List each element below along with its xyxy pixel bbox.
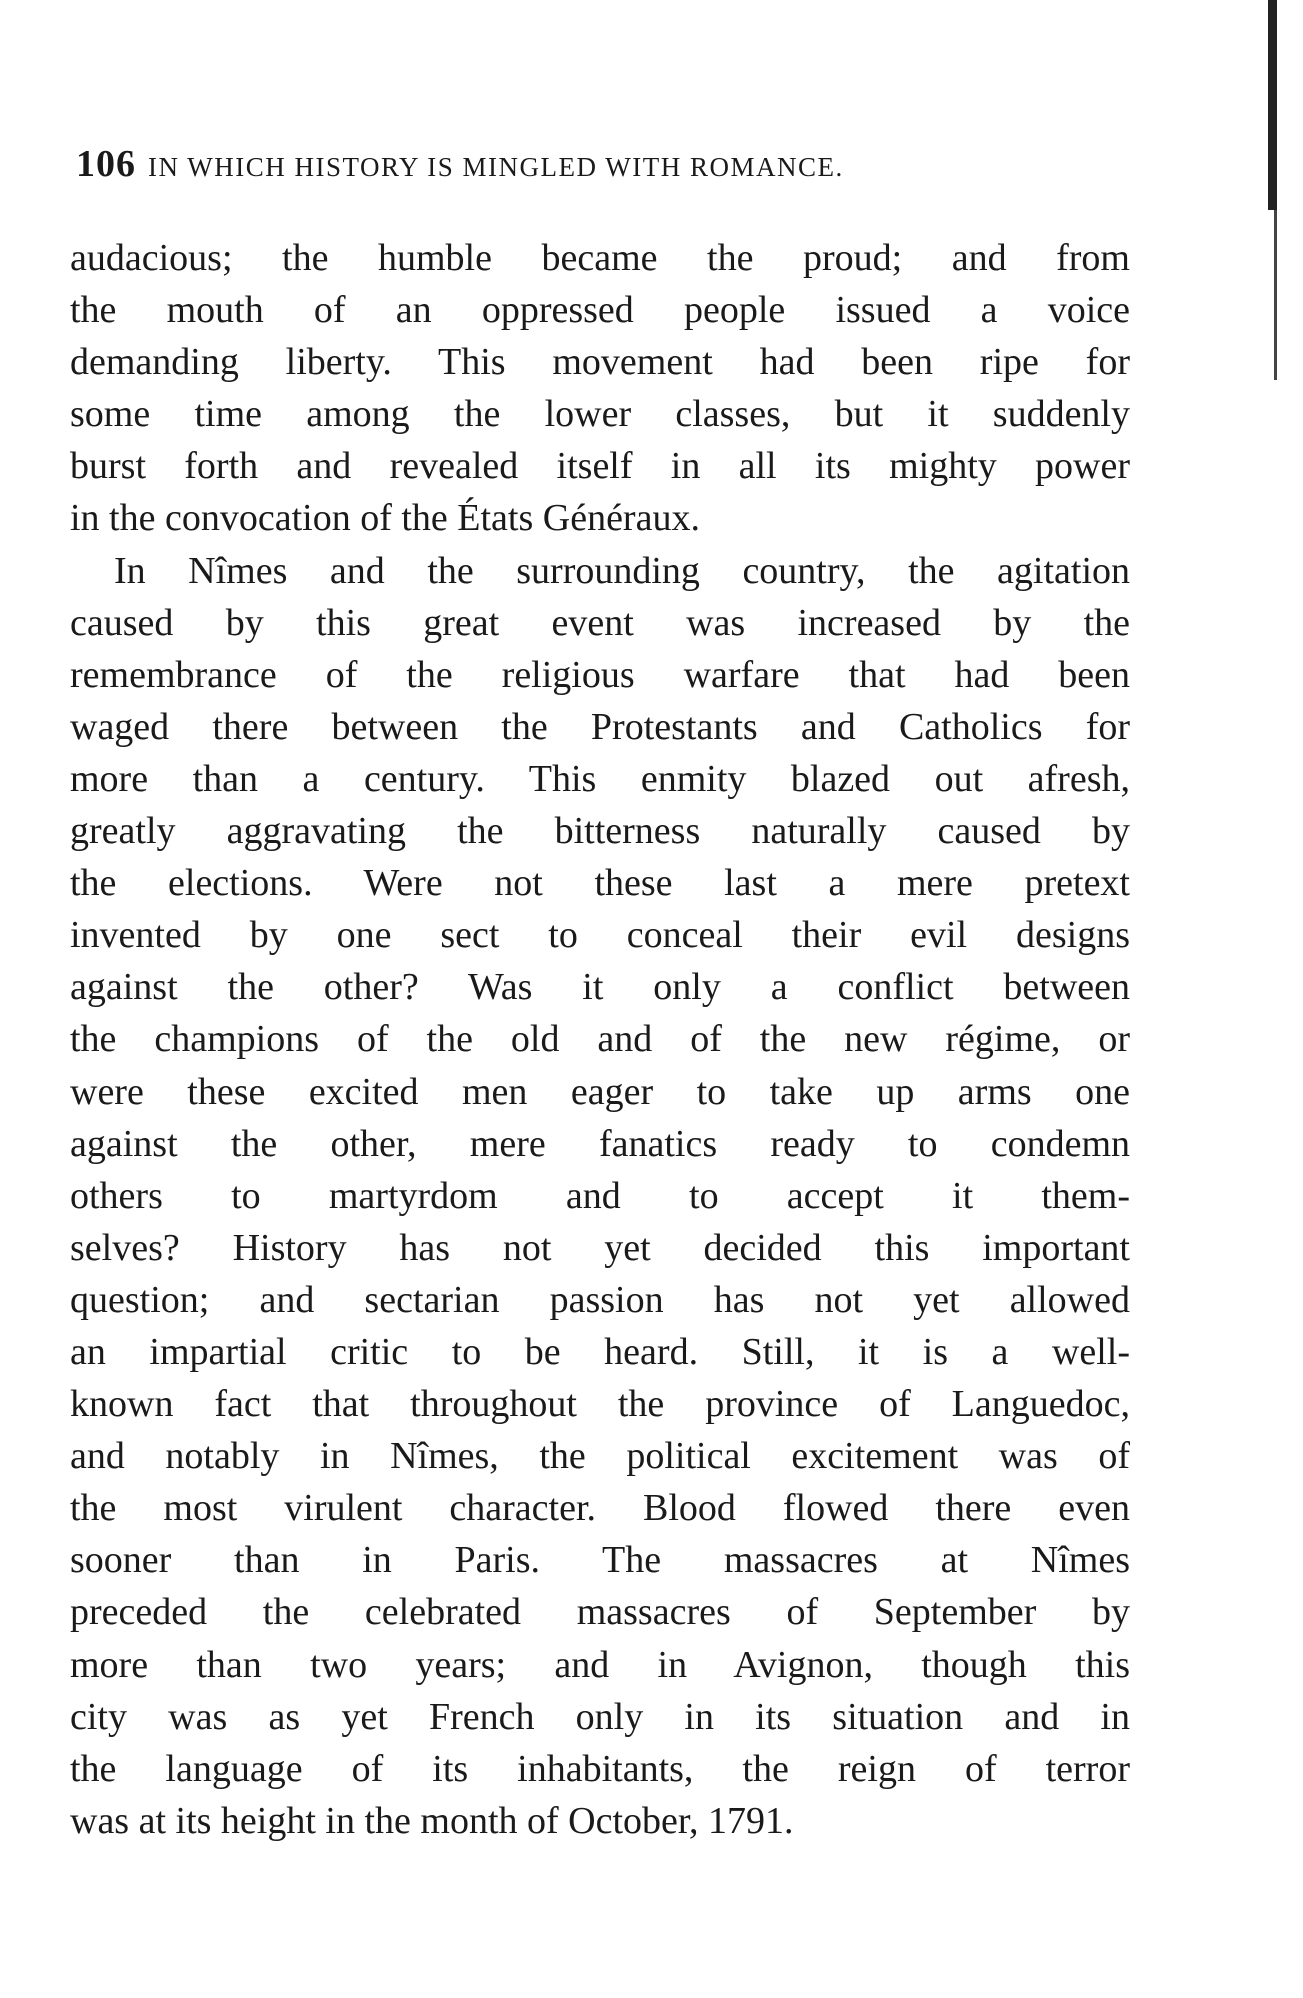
text-line: remembrance of the religious warfare that had been: [70, 653, 1130, 696]
text-line: preceded the celebrated massacres of September by: [70, 1591, 1130, 1634]
text-line: others to martyrdom and to accept it them-: [70, 1174, 1130, 1217]
text-line: in the convocation of the États Généraux.: [70, 497, 700, 540]
scan-edge-artifact: [1274, 210, 1277, 380]
text-line: the most virulent character. Blood flowed there even: [70, 1487, 1130, 1530]
text-line: question; and sectarian passion has not yet allowed: [70, 1278, 1130, 1321]
text-line: more than a century. This enmity blazed out afresh,: [70, 757, 1130, 800]
running-header: [76, 142, 1056, 186]
text-line: greatly aggravating the bitterness naturally caused by: [70, 810, 1130, 853]
text-line: an impartial critic to be heard. Still, it is a well-: [70, 1330, 1130, 1373]
text-line: city was as yet French only in its situation and in: [70, 1695, 1130, 1738]
text-line: the champions of the old and of the new régime, or: [70, 1018, 1130, 1061]
page-body-text: [70, 232, 1130, 1847]
text-line: selves? History has not yet decided this important: [70, 1226, 1130, 1269]
text-line: known fact that throughout the province of Languedoc,: [70, 1383, 1130, 1426]
text-line: more than two years; and in Avignon, though this: [70, 1643, 1130, 1686]
text-line: against the other, mere fanatics ready to condemn: [70, 1122, 1130, 1165]
text-line: was at its height in the month of October, 1791.: [70, 1799, 794, 1842]
text-line: the mouth of an oppressed people issued a voice: [70, 289, 1130, 332]
scan-edge-artifact: [1268, 0, 1277, 210]
text-line: and notably in Nîmes, the political excitement was of: [70, 1435, 1130, 1478]
text-line: the language of its inhabitants, the reign of terror: [70, 1747, 1130, 1790]
text-line: invented by one sect to conceal their evil designs: [70, 914, 1130, 957]
text-line: waged there between the Protestants and Catholics for: [70, 705, 1130, 748]
page-number: 106: [76, 143, 136, 185]
text-line: some time among the lower classes, but it suddenly: [70, 393, 1130, 436]
text-line: demanding liberty. This movement had been ripe for: [70, 341, 1130, 384]
text-line: the elections. Were not these last a mere pretext: [70, 862, 1130, 905]
text-line: caused by this great event was increased by the: [70, 601, 1130, 644]
text-line: were these excited men eager to take up arms one: [70, 1070, 1130, 1113]
running-title: IN WHICH HISTORY IS MINGLED WITH ROMANCE.: [148, 152, 844, 182]
text-line: sooner than in Paris. The massacres at Nîmes: [70, 1539, 1130, 1582]
text-line: audacious; the humble became the proud; and from: [70, 237, 1130, 279]
text-line: In Nîmes and the surrounding country, the agitation: [114, 549, 1130, 592]
text-line: burst forth and revealed itself in all its mighty power: [70, 445, 1130, 488]
text-line: against the other? Was it only a conflict between: [70, 966, 1130, 1009]
